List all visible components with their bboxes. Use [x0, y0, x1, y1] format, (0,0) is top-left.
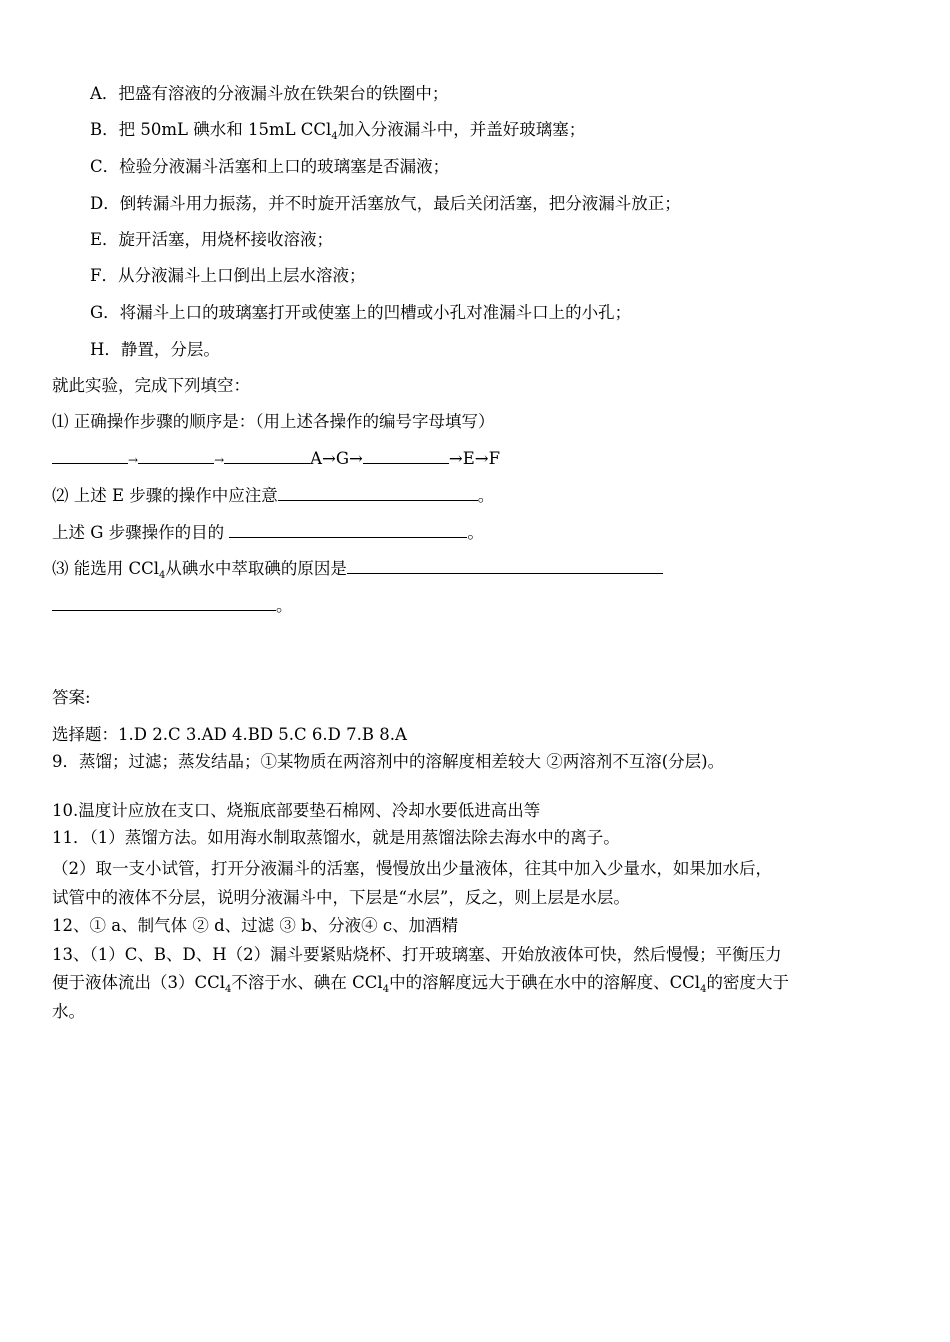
answer-choice: 选择题：1.D 2.C 3.AD 4.BD 5.C 6.D 7.B 8.A [52, 725, 407, 744]
answer-13-text: 便于液体流出（3）CCl [52, 973, 226, 992]
question-3 [52, 557, 663, 584]
answer-9: 9．蒸馏；过滤；蒸发结晶；①某物质在两溶剂中的溶解度相差较大 ②两溶剂不互溶(分层)。 [52, 752, 725, 771]
step-b-text: B．把 50mL 碘水和 15mL CCl [90, 120, 332, 139]
answer-12: 12、① a、制气体 ② d、过滤 ③ b、分液④ c、加酒精 [52, 916, 459, 935]
period: 。 [477, 486, 495, 505]
sequence-ag: A→G→ [310, 449, 363, 468]
question-3-continuation [52, 594, 293, 618]
step-h: H．静置，分层。 [90, 340, 220, 359]
sequence-ef: →E→F [448, 449, 501, 468]
question-2a-text: ⑵ 上述 E 步骤的操作中应注意 [52, 486, 278, 505]
answer-11-line-2: （2）取一支小试管，打开分液漏斗的活塞，慢慢放出少量液体，往其中加入少量水，如果加水后， [52, 859, 772, 878]
step-c: C．检验分液漏斗活塞和上口的玻璃塞是否漏液； [90, 157, 450, 176]
answer-blank [138, 447, 214, 464]
step-b-text-end: 加入分液漏斗中，并盖好玻璃塞； [337, 120, 586, 139]
answer-blank [229, 521, 467, 538]
answer-blank [52, 594, 276, 611]
subscript: 4 [700, 984, 707, 995]
answers-heading: 答案: [52, 688, 91, 707]
question-2a [52, 484, 494, 508]
question-1: ⑴ 正确操作步骤的顺序是：（用上述各操作的编号字母填写） [52, 412, 495, 431]
answer-13-line-3: 水。 [52, 1002, 85, 1021]
answer-13-line-1: 13、（1）C、B、D、H（2）漏斗要紧贴烧杯、打开玻璃塞、开始放液体可快，然后慢慢；平衡压力 [52, 945, 782, 964]
answer-13-text: 的密度大于 [706, 973, 789, 992]
answer-13-text: 中的溶解度远大于碘在水中的溶解度、CCl [389, 973, 701, 992]
question-3-text: ⑶ 能选用 CCl [52, 559, 160, 578]
answer-10: 10.温度计应放在支口、烧瓶底部要垫石棉网、冷却水要低进高出等 [52, 801, 541, 820]
sequence-line [52, 447, 500, 472]
answer-11-line-1: 11．（1）蒸馏方法。如用海水制取蒸馏水，就是用蒸馏法除去海水中的离子。 [52, 828, 620, 847]
questions-intro: 就此实验，完成下列填空： [52, 376, 250, 395]
step-f: F．从分液漏斗上口倒出上层水溶液； [90, 266, 366, 285]
arrow: → [214, 453, 225, 467]
step-e: E．旋开活塞，用烧杯接收溶液； [90, 230, 334, 249]
answer-blank [278, 484, 478, 501]
step-a: A．把盛有溶液的分液漏斗放在铁架台的铁圈中； [90, 84, 449, 103]
answer-11-line-3: 试管中的液体不分层，说明分液漏斗中，下层是“水层”，反之，则上层是水层。 [52, 888, 630, 907]
subscript: 4 [382, 984, 390, 995]
answer-blank [363, 447, 449, 464]
answer-blank [347, 557, 663, 574]
subscript: 4 [331, 131, 338, 142]
step-d: D．倒转漏斗用力振荡，并不时旋开活塞放气，最后关闭活塞，把分液漏斗放正； [90, 194, 681, 213]
answer-13-text: 不溶于水、碘在 CCl [231, 973, 383, 992]
question-3-text-end: 从碘水中萃取碘的原因是 [165, 559, 347, 578]
step-b [90, 118, 585, 145]
question-2b-text: 上述 G 步骤操作的目的 [52, 523, 230, 542]
question-2b [52, 521, 484, 545]
period: 。 [276, 596, 293, 615]
answer-13-line-2 [52, 971, 789, 998]
arrow: → [128, 453, 139, 467]
answer-blank [52, 447, 128, 464]
answer-blank [224, 447, 310, 464]
step-g: G．将漏斗上口的玻璃塞打开或使塞上的凹槽或小孔对准漏斗口上的小孔； [90, 303, 632, 322]
subscript: 4 [159, 570, 166, 581]
subscript: 4 [225, 984, 232, 995]
period: 。 [467, 523, 484, 542]
